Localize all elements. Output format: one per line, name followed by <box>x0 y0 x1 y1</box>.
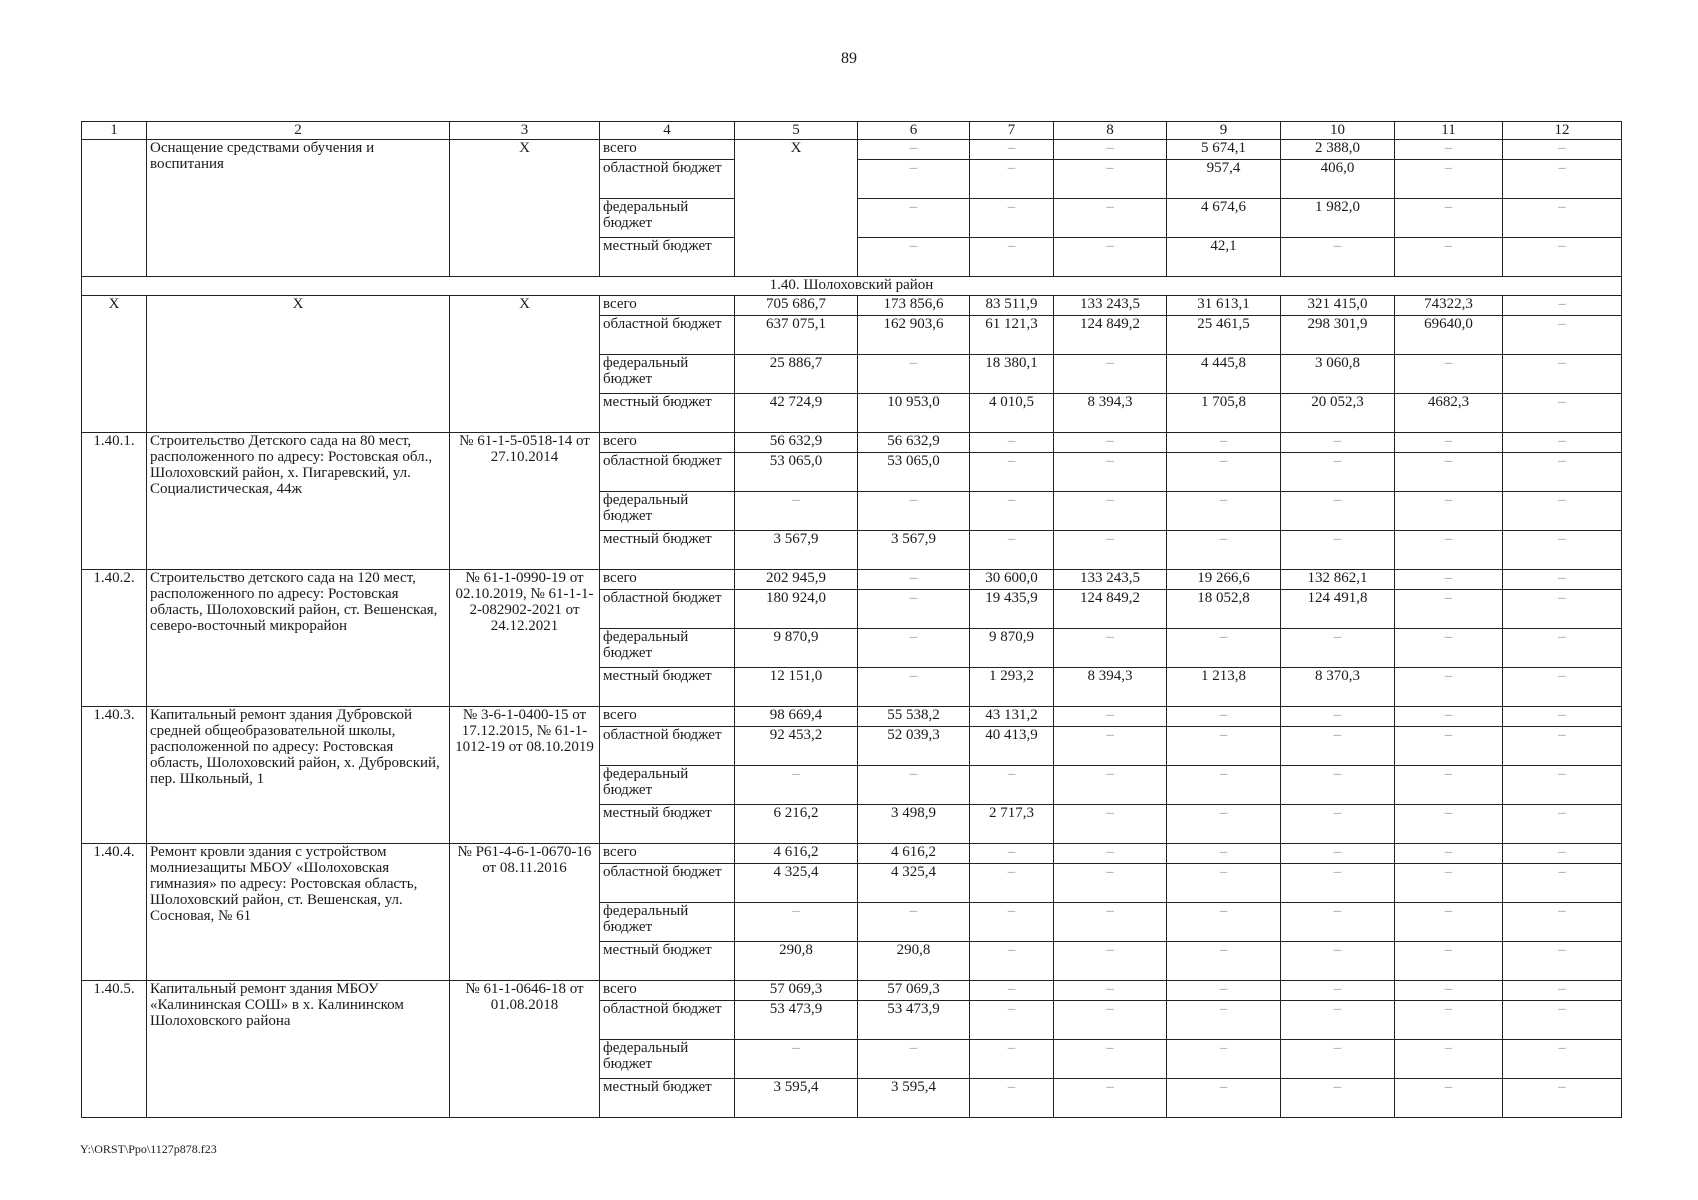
value-cell: – <box>1054 238 1167 277</box>
value-cell: 3 060,8 <box>1281 355 1395 394</box>
value-cell: 83 511,9 <box>970 296 1054 316</box>
value-cell: – <box>1281 727 1395 766</box>
value-cell: 1 982,0 <box>1281 199 1395 238</box>
value-cell: – <box>1281 1040 1395 1079</box>
value-cell: – <box>1167 453 1281 492</box>
value-cell: – <box>1281 903 1395 942</box>
value-cell: 3 595,4 <box>735 1079 858 1118</box>
value-cell: – <box>1395 433 1503 453</box>
value-cell: – <box>1395 492 1503 531</box>
value-cell: 53 473,9 <box>735 1001 858 1040</box>
value-cell: – <box>1281 531 1395 570</box>
item-number: 1.40.2. <box>82 570 147 707</box>
value-cell: 637 075,1 <box>735 316 858 355</box>
column-header-5: 5 <box>735 122 858 140</box>
section-row <box>82 277 1622 296</box>
value-cell: – <box>1167 433 1281 453</box>
value-cell: – <box>1503 492 1622 531</box>
value-cell: – <box>1503 1040 1622 1079</box>
source-label: федеральный бюджет <box>600 199 735 238</box>
item-name: Ремонт кровли здания с устройством молниезащиты МБОУ «Шолоховская гимназия» по адресу: Ростовская область, Шолоховский район, ст. Вешенская, ул. Сосновая, № 61 <box>147 844 450 981</box>
value-cell: – <box>858 766 970 805</box>
source-label: федеральный бюджет <box>600 355 735 394</box>
value-cell: – <box>1054 766 1167 805</box>
table-row <box>82 140 1622 160</box>
value-cell: – <box>1503 903 1622 942</box>
value-cell: – <box>1395 590 1503 629</box>
value-cell: 3 498,9 <box>858 805 970 844</box>
value-cell: – <box>1054 453 1167 492</box>
item-number: 1.40.1. <box>82 433 147 570</box>
value-cell: – <box>970 1040 1054 1079</box>
column-header-11: 11 <box>1395 122 1503 140</box>
value-cell: 290,8 <box>858 942 970 981</box>
value-cell: – <box>1281 453 1395 492</box>
value-cell: – <box>1503 844 1622 864</box>
source-label: местный бюджет <box>600 238 735 277</box>
value-cell: – <box>1395 942 1503 981</box>
value-cell: 12 151,0 <box>735 668 858 707</box>
value-cell: 3 567,9 <box>735 531 858 570</box>
value-cell: – <box>970 942 1054 981</box>
source-label: местный бюджет <box>600 805 735 844</box>
value-cell: – <box>1281 805 1395 844</box>
table-row <box>82 707 1622 727</box>
item-number: 1.40.3. <box>82 707 147 844</box>
value-cell: – <box>1054 629 1167 668</box>
source-label: областной бюджет <box>600 727 735 766</box>
value-cell: 180 924,0 <box>735 590 858 629</box>
document-number: X <box>450 140 600 277</box>
value-cell: – <box>1054 707 1167 727</box>
value-cell: 92 453,2 <box>735 727 858 766</box>
item-number <box>82 140 147 277</box>
value-cell: 74322,3 <box>1395 296 1503 316</box>
source-label: федеральный бюджет <box>600 1040 735 1079</box>
value-cell: – <box>1395 707 1503 727</box>
value-cell: – <box>1281 864 1395 903</box>
value-cell: – <box>1395 1079 1503 1118</box>
value-cell: – <box>970 160 1054 199</box>
value-cell: – <box>1503 590 1622 629</box>
value-cell: 173 856,6 <box>858 296 970 316</box>
value-cell: 98 669,4 <box>735 707 858 727</box>
value-cell: – <box>1395 570 1503 590</box>
value-cell: – <box>1167 727 1281 766</box>
value-cell: – <box>1503 766 1622 805</box>
source-label: областной бюджет <box>600 1001 735 1040</box>
value-cell: 1 293,2 <box>970 668 1054 707</box>
value-cell: 53 065,0 <box>858 453 970 492</box>
value-cell: – <box>970 766 1054 805</box>
value-cell: – <box>1054 199 1167 238</box>
value-cell: – <box>1167 707 1281 727</box>
value-cell: – <box>1395 160 1503 199</box>
value-cell: 31 613,1 <box>1167 296 1281 316</box>
value-cell: 1 705,8 <box>1167 394 1281 433</box>
value-cell: – <box>1395 903 1503 942</box>
value-cell: – <box>1503 981 1622 1001</box>
table-row <box>82 296 1622 316</box>
value-cell: 290,8 <box>735 942 858 981</box>
value-cell: 19 266,6 <box>1167 570 1281 590</box>
value-cell: 4 674,6 <box>1167 199 1281 238</box>
source-label: федеральный бюджет <box>600 903 735 942</box>
value-cell: – <box>1167 1001 1281 1040</box>
value-cell: – <box>1395 668 1503 707</box>
value-cell: – <box>1054 903 1167 942</box>
value-cell: – <box>1281 492 1395 531</box>
value-cell: – <box>1503 140 1622 160</box>
source-label: всего <box>600 433 735 453</box>
value-cell: 18 052,8 <box>1167 590 1281 629</box>
value-cell: – <box>1167 942 1281 981</box>
column-header-10: 10 <box>1281 122 1395 140</box>
column-header-6: 6 <box>858 122 970 140</box>
source-label: местный бюджет <box>600 1079 735 1118</box>
value-cell: – <box>1054 981 1167 1001</box>
value-cell: 124 849,2 <box>1054 316 1167 355</box>
value-cell: – <box>1395 864 1503 903</box>
value-cell: 3 595,4 <box>858 1079 970 1118</box>
value-cell: – <box>1054 355 1167 394</box>
item-number: X <box>82 296 147 433</box>
value-cell: – <box>1503 629 1622 668</box>
value-cell: – <box>1281 1079 1395 1118</box>
value-cell: – <box>858 160 970 199</box>
source-label: областной бюджет <box>600 453 735 492</box>
value-cell: – <box>1503 453 1622 492</box>
value-cell: – <box>1054 844 1167 864</box>
value-cell: 10 953,0 <box>858 394 970 433</box>
source-label: местный бюджет <box>600 668 735 707</box>
column-header-7: 7 <box>970 122 1054 140</box>
value-cell: X <box>735 140 858 277</box>
value-cell: – <box>858 668 970 707</box>
value-cell: – <box>1395 1040 1503 1079</box>
value-cell: – <box>1054 160 1167 199</box>
item-number: 1.40.5. <box>82 981 147 1118</box>
value-cell: – <box>1395 727 1503 766</box>
source-label: федеральный бюджет <box>600 766 735 805</box>
value-cell: 321 415,0 <box>1281 296 1395 316</box>
value-cell: – <box>1167 1079 1281 1118</box>
column-header-9: 9 <box>1167 122 1281 140</box>
value-cell: – <box>858 590 970 629</box>
source-label: областной бюджет <box>600 160 735 199</box>
value-cell: 705 686,7 <box>735 296 858 316</box>
value-cell: – <box>1395 1001 1503 1040</box>
value-cell: – <box>735 492 858 531</box>
value-cell: 133 243,5 <box>1054 296 1167 316</box>
section-title: 1.40. Шолоховский район <box>82 277 1622 296</box>
value-cell: – <box>1503 864 1622 903</box>
value-cell: – <box>1395 531 1503 570</box>
value-cell: – <box>858 238 970 277</box>
value-cell: 8 370,3 <box>1281 668 1395 707</box>
value-cell: 957,4 <box>1167 160 1281 199</box>
value-cell: – <box>1054 942 1167 981</box>
document-number: № 61-1-0646-18 от 01.08.2018 <box>450 981 600 1118</box>
value-cell: 56 632,9 <box>858 433 970 453</box>
value-cell: – <box>1503 316 1622 355</box>
value-cell: 18 380,1 <box>970 355 1054 394</box>
value-cell: – <box>1395 844 1503 864</box>
value-cell: – <box>1281 629 1395 668</box>
source-label: местный бюджет <box>600 394 735 433</box>
value-cell: – <box>970 531 1054 570</box>
value-cell: – <box>1167 805 1281 844</box>
value-cell: – <box>1503 668 1622 707</box>
value-cell: 4 325,4 <box>735 864 858 903</box>
value-cell: – <box>858 492 970 531</box>
value-cell: 5 674,1 <box>1167 140 1281 160</box>
source-label: федеральный бюджет <box>600 629 735 668</box>
value-cell: – <box>1167 903 1281 942</box>
value-cell: – <box>1503 727 1622 766</box>
value-cell: 25 886,7 <box>735 355 858 394</box>
value-cell: – <box>858 903 970 942</box>
value-cell: – <box>1281 238 1395 277</box>
footer-path: Y:\ORST\Ppo\1127p878.f23 <box>80 1142 217 1156</box>
source-label: всего <box>600 296 735 316</box>
value-cell: 133 243,5 <box>1054 570 1167 590</box>
value-cell: 53 065,0 <box>735 453 858 492</box>
value-cell: – <box>970 1001 1054 1040</box>
value-cell: – <box>1054 864 1167 903</box>
value-cell: – <box>1395 453 1503 492</box>
source-label: всего <box>600 981 735 1001</box>
table-row <box>82 570 1622 590</box>
table-body <box>82 122 1622 1118</box>
value-cell: 57 069,3 <box>735 981 858 1001</box>
value-cell: 2 388,0 <box>1281 140 1395 160</box>
value-cell: – <box>1054 1040 1167 1079</box>
value-cell: – <box>1281 844 1395 864</box>
value-cell: – <box>1167 1040 1281 1079</box>
value-cell: – <box>970 492 1054 531</box>
value-cell: – <box>1281 707 1395 727</box>
value-cell: – <box>1054 727 1167 766</box>
value-cell: 4 010,5 <box>970 394 1054 433</box>
value-cell: – <box>858 140 970 160</box>
value-cell: 4 325,4 <box>858 864 970 903</box>
item-name: Капитальный ремонт здания МБОУ «Калининская СОШ» в х. Калининском Шолоховского района <box>147 981 450 1118</box>
value-cell: – <box>1054 1001 1167 1040</box>
value-cell: 69640,0 <box>1395 316 1503 355</box>
document-number: № 61-1-0990-19 от 02.10.2019, № 61-1-1-2-082902-2021 от 24.12.2021 <box>450 570 600 707</box>
value-cell: – <box>1054 492 1167 531</box>
value-cell: – <box>858 199 970 238</box>
value-cell: – <box>1281 981 1395 1001</box>
item-name: X <box>147 296 450 433</box>
page-number: 89 <box>841 50 857 67</box>
value-cell: – <box>970 199 1054 238</box>
value-cell: 124 491,8 <box>1281 590 1395 629</box>
value-cell: – <box>1281 942 1395 981</box>
value-cell: – <box>1395 981 1503 1001</box>
header-row <box>82 122 1622 140</box>
value-cell: 202 945,9 <box>735 570 858 590</box>
column-header-8: 8 <box>1054 122 1167 140</box>
value-cell: 19 435,9 <box>970 590 1054 629</box>
column-header-1: 1 <box>82 122 147 140</box>
source-label: всего <box>600 140 735 160</box>
source-label: всего <box>600 707 735 727</box>
source-label: областной бюджет <box>600 864 735 903</box>
value-cell: – <box>1054 433 1167 453</box>
value-cell: – <box>1281 433 1395 453</box>
value-cell: – <box>1395 238 1503 277</box>
value-cell: 42 724,9 <box>735 394 858 433</box>
source-label: местный бюджет <box>600 942 735 981</box>
value-cell: – <box>1503 160 1622 199</box>
source-label: федеральный бюджет <box>600 492 735 531</box>
value-cell: – <box>1503 707 1622 727</box>
value-cell: 4 616,2 <box>735 844 858 864</box>
document-number: № 3-6-1-0400-15 от 17.12.2015, № 61-1-1012-19 от 08.10.2019 <box>450 707 600 844</box>
value-cell: – <box>1054 1079 1167 1118</box>
value-cell: – <box>1503 394 1622 433</box>
value-cell: – <box>1503 531 1622 570</box>
value-cell: – <box>858 355 970 394</box>
source-label: местный бюджет <box>600 531 735 570</box>
value-cell: 8 394,3 <box>1054 668 1167 707</box>
value-cell: – <box>1395 199 1503 238</box>
item-name: Капитальный ремонт здания Дубровской средней общеобразовательной школы, расположенной по адресу: Ростовская область, Шолоховский район, х. Дубровский, пер. Школьный, 1 <box>147 707 450 844</box>
value-cell: – <box>1167 531 1281 570</box>
value-cell: – <box>1503 805 1622 844</box>
value-cell: – <box>1503 199 1622 238</box>
document-number: X <box>450 296 600 433</box>
value-cell: – <box>1167 864 1281 903</box>
document-number: № Р61-4-6-1-0670-16 от 08.11.2016 <box>450 844 600 981</box>
value-cell: – <box>1503 1079 1622 1118</box>
value-cell: – <box>1281 766 1395 805</box>
value-cell: 4682,3 <box>1395 394 1503 433</box>
value-cell: 6 216,2 <box>735 805 858 844</box>
value-cell: – <box>1503 238 1622 277</box>
budget-table <box>81 121 1622 1118</box>
value-cell: 30 600,0 <box>970 570 1054 590</box>
value-cell: – <box>970 238 1054 277</box>
value-cell: – <box>1054 531 1167 570</box>
value-cell: 162 903,6 <box>858 316 970 355</box>
value-cell: 42,1 <box>1167 238 1281 277</box>
value-cell: – <box>858 1040 970 1079</box>
value-cell: – <box>970 864 1054 903</box>
value-cell: 3 567,9 <box>858 531 970 570</box>
item-name: Строительство Детского сада на 80 мест, расположенного по адресу: Ростовская обл., Шолоховский район, х. Пигаревский, ул. Социалистическая, 44ж <box>147 433 450 570</box>
value-cell: – <box>858 629 970 668</box>
table-row <box>82 981 1622 1001</box>
value-cell: – <box>735 1040 858 1079</box>
item-name: Строительство детского сада на 120 мест, расположенного по адресу: Ростовская область, Шолоховский район, ст. Вешенская, северо-восточный микрорайон <box>147 570 450 707</box>
value-cell: – <box>1054 805 1167 844</box>
column-header-4: 4 <box>600 122 735 140</box>
value-cell: 406,0 <box>1281 160 1395 199</box>
value-cell: – <box>1395 355 1503 394</box>
item-name: Оснащение средствами обучения и воспитания <box>147 140 450 277</box>
column-header-12: 12 <box>1503 122 1622 140</box>
value-cell: – <box>1503 1001 1622 1040</box>
value-cell: 298 301,9 <box>1281 316 1395 355</box>
column-header-2: 2 <box>147 122 450 140</box>
table-row <box>82 433 1622 453</box>
value-cell: 124 849,2 <box>1054 590 1167 629</box>
source-label: областной бюджет <box>600 590 735 629</box>
value-cell: – <box>1395 140 1503 160</box>
item-number: 1.40.4. <box>82 844 147 981</box>
value-cell: 56 632,9 <box>735 433 858 453</box>
value-cell: – <box>1503 942 1622 981</box>
value-cell: – <box>1167 629 1281 668</box>
value-cell: 57 069,3 <box>858 981 970 1001</box>
document-number: № 61-1-5-0518-14 от 27.10.2014 <box>450 433 600 570</box>
value-cell: – <box>970 903 1054 942</box>
value-cell: 61 121,3 <box>970 316 1054 355</box>
value-cell: 25 461,5 <box>1167 316 1281 355</box>
value-cell: – <box>970 1079 1054 1118</box>
value-cell: 8 394,3 <box>1054 394 1167 433</box>
value-cell: – <box>1503 570 1622 590</box>
table-row <box>82 844 1622 864</box>
source-label: областной бюджет <box>600 316 735 355</box>
value-cell: 9 870,9 <box>735 629 858 668</box>
value-cell: 9 870,9 <box>970 629 1054 668</box>
value-cell: 53 473,9 <box>858 1001 970 1040</box>
value-cell: – <box>1503 433 1622 453</box>
value-cell: – <box>858 570 970 590</box>
value-cell: – <box>1503 355 1622 394</box>
value-cell: 4 616,2 <box>858 844 970 864</box>
source-label: всего <box>600 844 735 864</box>
value-cell: 55 538,2 <box>858 707 970 727</box>
value-cell: – <box>1395 629 1503 668</box>
value-cell: 20 052,3 <box>1281 394 1395 433</box>
value-cell: – <box>1281 1001 1395 1040</box>
value-cell: – <box>970 433 1054 453</box>
value-cell: – <box>1167 492 1281 531</box>
value-cell: 52 039,3 <box>858 727 970 766</box>
value-cell: 4 445,8 <box>1167 355 1281 394</box>
value-cell: – <box>970 981 1054 1001</box>
value-cell: 2 717,3 <box>970 805 1054 844</box>
value-cell: – <box>735 903 858 942</box>
value-cell: – <box>1054 140 1167 160</box>
value-cell: – <box>1167 844 1281 864</box>
value-cell: – <box>1395 805 1503 844</box>
value-cell: – <box>970 140 1054 160</box>
source-label: всего <box>600 570 735 590</box>
value-cell: – <box>1503 296 1622 316</box>
value-cell: – <box>1167 766 1281 805</box>
value-cell: – <box>970 844 1054 864</box>
value-cell: 1 213,8 <box>1167 668 1281 707</box>
value-cell: – <box>970 453 1054 492</box>
value-cell: – <box>735 766 858 805</box>
value-cell: 43 131,2 <box>970 707 1054 727</box>
value-cell: 132 862,1 <box>1281 570 1395 590</box>
value-cell: 40 413,9 <box>970 727 1054 766</box>
column-header-3: 3 <box>450 122 600 140</box>
value-cell: – <box>1395 766 1503 805</box>
value-cell: – <box>1167 981 1281 1001</box>
